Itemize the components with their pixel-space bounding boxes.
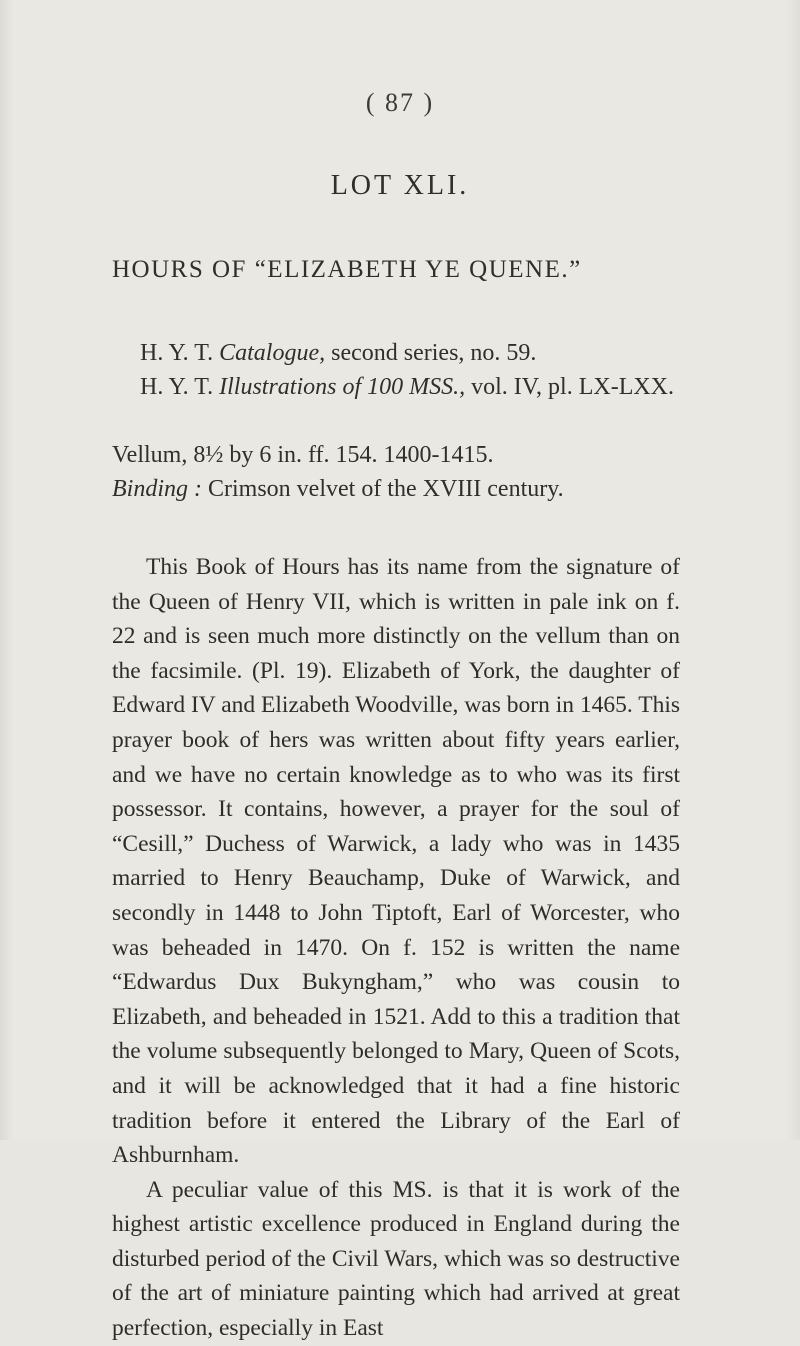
paragraph-artistic-value: A peculiar value of this MS. is that it is work of the highest artistic excellence produced in England during the disturbed period of the Civil Wars, which was so destructive of the art of miniature painting which had arrived at great perfection, especially in East xyxy=(112,1176,680,1342)
physical-description: Vellum, 8½ by 6 in. ff. 154. 1400-1415. xyxy=(112,442,494,468)
reference-title: Illustrations of 100 MSS., xyxy=(219,374,466,400)
reference-prefix: H. Y. T. xyxy=(140,374,220,400)
reference-illustrations xyxy=(140,374,674,401)
binding-label: Binding : xyxy=(112,476,202,502)
lot-title: LOT XLI. xyxy=(330,170,470,201)
book-title: HOURS OF “ELIZABETH YE QUENE.” xyxy=(112,256,582,283)
page-number: ( 87 ) xyxy=(365,88,435,117)
description-text xyxy=(112,550,680,1346)
reference-prefix: H. Y. T. xyxy=(140,340,220,366)
binding-value: Crimson velvet of the XVIII century. xyxy=(202,476,564,502)
reference-title: Catalogue, xyxy=(219,340,326,366)
paragraph-provenance: This Book of Hours has its name from the signature of the Queen of Henry VII, which is written in pale ink on f. 22 and is seen much more distinctly on the vellum than on the facsimile. (Pl. 19). Elizabeth of York, the daughter of Edward IV and Elizabeth Woodville, was born in 1465. This prayer book of hers was written about fifty years earlier, and we have no certain knowledge as to who was its first possessor. It contains, however, a prayer for the soul of “Cesill,” Duchess of Warwick, a lady who was in 1435 married to Henry Beauchamp, Duke of Warwick, and secondly in 1448 to John Tiptoft, Earl of Worcester, who was beheaded in 1470. On f. 152 is written the name “Edwardus Dux Bukyngham,” who was cousin to Elizabeth, and beheaded in 1521. Add to this a tradition that the volume subsequently belonged to Mary, Queen of Scots, and it will be acknowledged that it had a fine historic tradition before it entered the Library of the Earl of Ashburnham. xyxy=(112,554,680,1169)
reference-detail: vol. IV, pl. LX-LXX. xyxy=(465,374,675,400)
reference-detail: second series, no. 59. xyxy=(325,340,537,366)
binding-description xyxy=(112,476,564,503)
reference-catalogue xyxy=(140,340,536,367)
